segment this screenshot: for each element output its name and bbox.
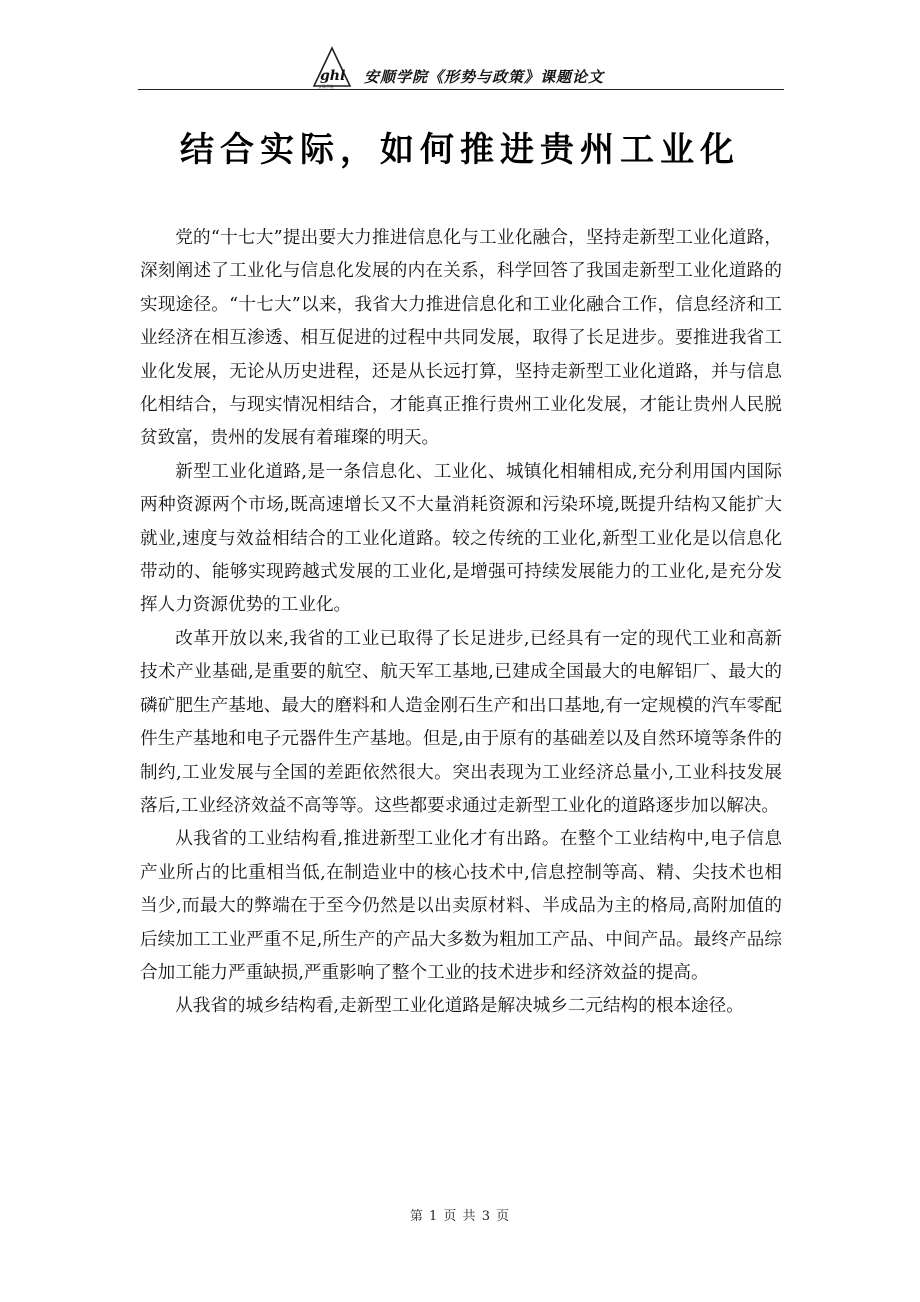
paragraph: 新型工业化道路,是一条信息化、工业化、城镇化相辅相成,充分利用国内国际两种资源两个市场,既高速增长又不大量消耗资源和污染环境,既提升结构又能扩大就业,速度与效益相结合的工业化道路。较之传统的工业化,新型工业化是以信息化带动的、能够实现跨越式发展的工业化,是增强可持续发展能力的工业化,是充分发挥人力资源优势的工业化。: [140, 461, 782, 616]
logo-caption: 安顺学院: [318, 84, 334, 89]
page-header: [138, 44, 784, 92]
paragraph: 从我省的城乡结构看,走新型工业化道路是解决城乡二元结构的根本途径。: [175, 996, 744, 1017]
paragraph: 从我省的工业结构看,推进新型工业化才有出路。在整个工业结构中,电子信息产业所占的比重相当低,在制造业中的核心技术中,信息控制等高、精、尖技术也相当少,而最大的弊端在于至今仍然是以出卖原材料、半成品为主的格局,高附加值的后续加工工业严重不足,所生产的产品大多数为粗加工产品、中间产品。最终产品综合加工能力严重缺损,严重影响了整个工业的技术进步和经济效益的提高。: [140, 829, 782, 983]
svg-text:ghl: ghl: [320, 68, 346, 84]
document-body: [140, 222, 782, 1024]
paragraph: 党的“十七大”提出要大力推进信息化与工业化融合，坚持走新型工业化道路，深刻阐述了工业化与信息化发展的内在关系，科学回答了我国走新型工业化道路的实现途径。“十七大”以来，我省大力推进信息化和工业化融合工作，信息经济和工业经济在相互渗透、相互促进的过程中共同发展，取得了长足进步。要推进我省工业化发展，无论从历史进程，还是从长远打算，坚持走新型工业化道路，并与信息化相结合，与现实情况相结合，才能真正推行贵州工业化发展，才能让贵州人民脱贫致富，贵州的发展有着璀璨的明天。: [140, 228, 782, 449]
document-title: 结合实际，如何推进贵州工业化: [180, 130, 740, 170]
header-title: 安顺学院《形势与政策》课题论文: [364, 68, 605, 86]
paragraph: 改革开放以来,我省的工业已取得了长足进步,已经具有一定的现代工业和高新技术产业基础,是重要的航空、航天军工基地,已建成全国最大的电解铝厂、最大的磷矿肥生产基地、最大的磨料和人造金刚石生产和出口基地,有一定规模的汽车零配件生产基地和电子元器件生产基地。但是,由于原有的基础差以及自然环境等条件的制约,工业发展与全国的差距依然很大。突出表现为工业经济总量小,工业科技发展落后,工业经济效益不高等等。这些都要求通过走新型工业化的道路逐步加以解决。: [140, 628, 782, 816]
page-number-footer: 第 1 页 共 3 页: [409, 1209, 511, 1224]
header-divider: [138, 89, 784, 90]
school-logo: [310, 46, 354, 90]
